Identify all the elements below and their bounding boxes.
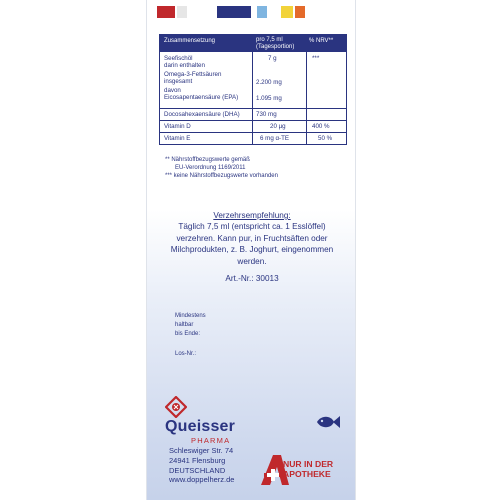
table-header xyxy=(160,35,346,52)
flap-color-red xyxy=(157,6,175,18)
header-nrv: % NRV** xyxy=(309,38,334,44)
company-address xyxy=(169,446,234,485)
dosage-line: Täglich 7,5 ml (entspricht ca. 1 Esslöffel) xyxy=(178,222,326,232)
dosage-line: verzehren. Kann pur, in Fruchtsäften oder xyxy=(176,233,328,243)
header-composition: Zusammensetzung xyxy=(164,38,216,44)
best-before-label xyxy=(175,312,206,339)
best-before-line: bis Ende: xyxy=(175,331,201,337)
row-name: Vitamin E xyxy=(164,135,191,142)
row-nrv: 50 % xyxy=(318,135,333,142)
flap-color-grey xyxy=(177,6,187,18)
row-name: davon xyxy=(164,87,181,94)
row-name: insgesamt xyxy=(164,78,193,85)
apotheke-line: APOTHEKE xyxy=(283,468,331,479)
note-line: ** Nährstoffbezugswerte gemäß xyxy=(165,157,250,163)
row-amount: 1.095 mg xyxy=(256,95,282,102)
flap-color-blue xyxy=(257,6,267,18)
row-nrv: 400 % xyxy=(312,123,330,130)
top-flap xyxy=(147,0,356,24)
address-line: DEUTSCHLAND xyxy=(169,465,226,475)
product-box-side xyxy=(146,0,356,500)
address-line: Schleswiger Str. 74 xyxy=(169,446,234,455)
row-name: darin enthalten xyxy=(164,62,205,69)
dosage-line: Milchprodukten, z. B. Joghurt, eingenommen xyxy=(170,245,334,255)
note-line: *** keine Nährstoffbezugswerte vorhanden xyxy=(165,173,278,180)
brand-name: Queisser xyxy=(165,418,236,435)
table-row xyxy=(160,121,346,133)
nutrition-table xyxy=(159,34,347,145)
row-amount: 20 µg xyxy=(270,123,286,130)
dosage-line: werden. xyxy=(237,256,267,266)
flap-color-yellow xyxy=(281,6,293,18)
apotheke-line: NUR IN DER xyxy=(283,459,334,469)
website: www.doppelherz.de xyxy=(169,475,235,485)
table-row xyxy=(160,109,346,121)
flap-color-orange xyxy=(295,6,305,18)
article-number: Art.-Nr.: 30013 xyxy=(225,274,279,283)
table-row xyxy=(160,133,346,144)
row-name: Omega-3-Fettsäuren xyxy=(164,71,222,78)
row-name: Vitamin D xyxy=(164,123,191,130)
row-name: Eicosapentaensäure (EPA) xyxy=(164,94,239,101)
brand-subtitle: PHARMA xyxy=(191,436,231,445)
header-per-portion xyxy=(256,37,294,51)
best-before-line: haltbar xyxy=(175,322,194,328)
row-amount: 7 g xyxy=(268,55,277,62)
best-before-line: Mindestens xyxy=(175,313,206,319)
queisser-logo-icon xyxy=(165,396,187,418)
header-per-portion-line2: (Tagesportion) xyxy=(256,44,295,51)
address-line: 24941 Flensburg xyxy=(169,455,226,465)
row-name: Seefischöl xyxy=(164,55,193,62)
fish-icon xyxy=(315,414,341,430)
row-nrv: *** xyxy=(312,55,320,62)
apotheke-label xyxy=(283,460,333,480)
dosage-recommendation xyxy=(153,210,351,267)
header-per-portion-line1: pro 7,5 ml xyxy=(256,37,283,43)
dosage-heading: Verzehrsempfehlung: xyxy=(213,211,291,220)
flap-color-navy xyxy=(217,6,251,18)
table-notes xyxy=(165,156,345,180)
row-amount: 730 mg xyxy=(256,111,277,118)
row-amount: 6 mg α-TE xyxy=(260,135,290,142)
row-amount: 2.200 mg xyxy=(256,79,282,86)
lot-number-label: Los-Nr.: xyxy=(175,351,197,357)
note-line: EU-Verordnung 1169/2011 xyxy=(175,165,246,172)
row-name: Docosahexaensäure (DHA) xyxy=(164,111,240,118)
table-row xyxy=(160,52,346,109)
